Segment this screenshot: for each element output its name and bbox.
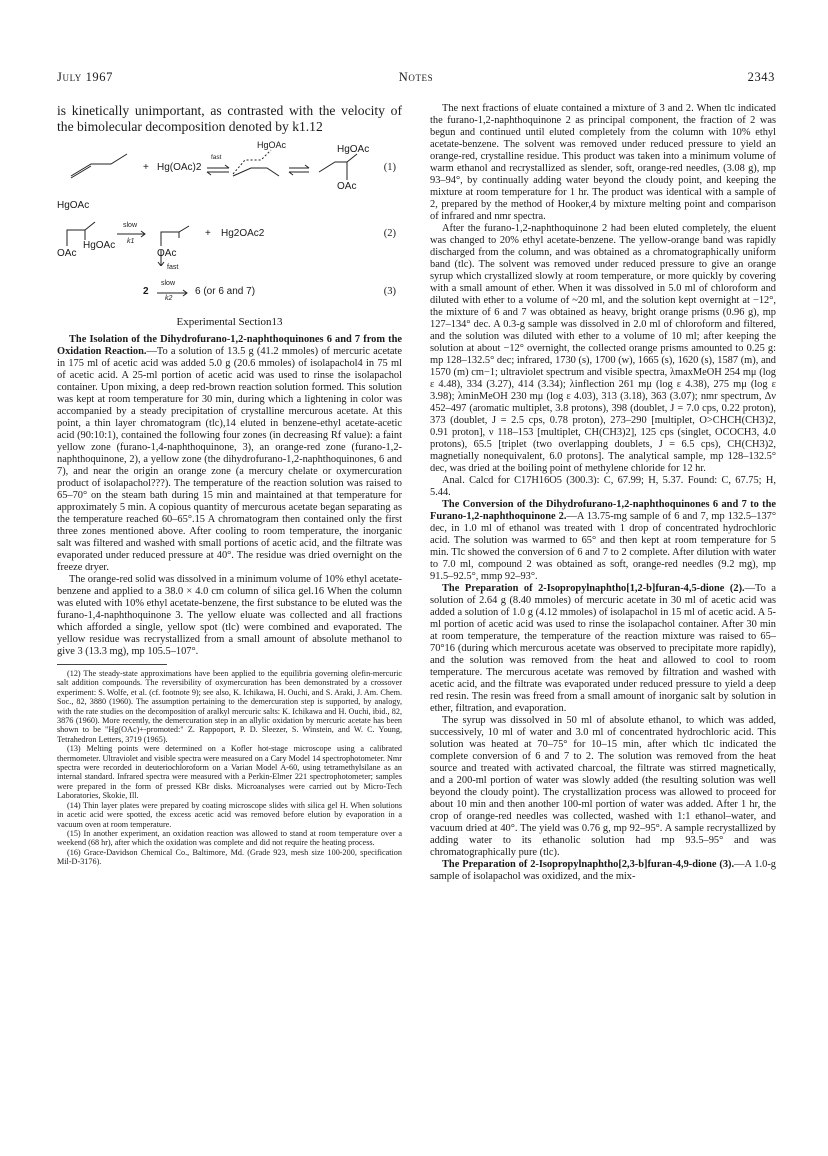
- eq3-k2: k2: [165, 295, 173, 302]
- intro-paragraph: is kinetically unimportant, as contrasted with the velocity of the bimolecular decomposition denoted by k1.12: [57, 103, 402, 134]
- eq2-number: (2): [383, 228, 396, 239]
- eq2-plus: +: [205, 228, 211, 239]
- eq2-k1: k1: [127, 238, 135, 245]
- eq2-hgoac-bottom: HgOAc: [83, 240, 116, 251]
- section-title: Experimental Section13: [176, 316, 283, 328]
- conversion-text: —A 13.75-mg sample of 6 and 7, mp 132.5–137° dec, in 1.0 ml of ethanol was treated with 1 drop of concentrated hydrochloric acid. The solution was warmed to 65° and then kept at room temperature for 5 min. Tlc showed the conversion of 6 and 7 to 2 complete. After dilution with water to 7.0 ml, compound 2 was obtained as soft, orange-red needles (9.2 mg), mp 91.5–92.5°, mmp 92–93°.: [430, 511, 777, 582]
- eq1-number: (1): [383, 162, 396, 173]
- prep-3-runin: The Preparation of 2-Isopropylnaphtho[2,3-b]furan-4,9-dione (3).: [442, 859, 735, 870]
- eq3-right: 6 (or 6 and 7): [195, 286, 256, 297]
- prep-3-text: —A 1.0-g sample of isolapachol was oxidized, and the mix-: [430, 859, 776, 882]
- eq1-reagent: Hg(OAc)2: [157, 162, 202, 173]
- eq3-left: 2: [143, 286, 149, 297]
- footnote-15: (15) In another experiment, an oxidation reaction was allowed to stand at room temperature over a weekend (68 hr), after which the oxidation was complete and did not require the heating process.: [57, 828, 402, 848]
- equation-1: [57, 138, 402, 200]
- right-column: [430, 103, 776, 883]
- eq2-slow: slow: [123, 222, 138, 229]
- header-section: Notes: [398, 70, 434, 84]
- eq2-oac-left: OAc: [57, 248, 77, 259]
- footnotes: [57, 669, 402, 867]
- eq2-oac-right: OAc: [157, 248, 177, 259]
- elution-paragraph: After the furano-1,2-naphthoquinone 2 had been eluted completely, the eluent was changed to 20% ethyl acetate-benzene. The yellow-orange band was rapidly discharged from the column, and was obtained as a chromatographically uniform band (tlc). The solvent was removed under reduced pressure to give an orange syrup which crystallized slowly at room temperature, or more quickly by covering with a small amount of ether. When it was dissolved in 5.0 ml of chloroform and diluted with ether to a volume of ~20 ml, and the solution kept overnight at −12°, the mixture of 6 and 7 was obtained as heavy, bright orange prisms (0.96 g), mp 127–134° dec. A 0.3-g sample was dissolved in 2.0 ml of chloroform and filtered, and the solution was diluted with ether to a volume of 10 ml; after keeping the solution at about −12° overnight, the collected orange prisms amounted to 0.25 g: mp 128–132.5° dec; infrared, 1730 (s), 1700 (w), 1665 (s), 1620 (s), 1587 (m), and 1570 (m) cm−1; ultraviolet spectrum and visible spectra, λmaxMeOH 254 mμ (log ε 4.48), 334 (3.27), 414 (3.34); λinflection 261 mμ (log ε 4.38), 275 mμ (log ε 3.98); λminMeOH 230 mμ (log ε 4.03), 313 (3.18), 363 (3.07); nmr spectrum, Δν 452–497 (aromatic multiplet, 3.8 protons), 398 (doublet, J = 7.0 cps, 0.22 proton), 373 (doublet, J = 2.5 cps, 0.78 proton), 273–290 [multiplet, O>CHCH(CH3)2, 0.91 proton], ν 118–153 [multiplet, CH(CH3)2], 125 cps (singlet, OCOCH3, 4.0 protons), 65.5 [triplet (two overlapping doublets, J = 6.5 cps), CH(CH3)2, magnetially nonequivalent, 6.0 protons]. The analytical sample, mp 128–132.5° dec, was dried at the boiling point of methylene chloride for 12 hr.: [430, 223, 776, 474]
- eq1-plus: +: [143, 162, 149, 173]
- eq1-hgoac-1: HgOAc: [257, 140, 287, 150]
- equation-3: [57, 280, 402, 306]
- eq3-slow: slow: [161, 280, 176, 287]
- fast-label: fast: [167, 264, 179, 271]
- column-paragraph: The orange-red solid was dissolved in a minimum volume of 10% ethyl acetate-benzene and applied to a 38.0 × 4.0 cm column of silica gel.16 When the column was eluted with 10% ethyl acetate-benzene, the first substance to be eluted was the furano-1,4-naphthoquinone 3. The yellow eluate was collected and all fractions which afforded a single, yellow spot (tlc) were combined and evaporated. The yellow residue was recrystallized from a small amount of absolute methanol to give 3 (13.3 mg), mp 105.5–107°.: [57, 574, 402, 657]
- conversion-runin: The Conversion of the Dihydrofurano-1,2-naphthoquinones 6 and 7 to the Furano-1,2-naphthoquinone 2.: [430, 499, 776, 522]
- prep-2-paragraph: [430, 583, 776, 715]
- prep-2-text: —To a solution of 2.64 g (8.40 mmoles) of mercuric acetate in 30 ml of acetic acid was added a solution of 1.0 g (4.12 mmoles) of isolapachol in 15 ml of acetic acid. A 5-ml portion of acetic acid was used to rinse the isolapachol container. After 30 min at room temperature, the temperature of the reaction mixture was raised to 65–70°16 (during which mercurous acetate was observed to precipitate more rapidly), and the solution was removed from the heat and allowed to cool to room temperature. The mercurous acetate was removed by filtration and washed with acetic acid, and the filtrate was evaporated under reduced pressure to yield a deep red resin. The resin was freed from a small amount of inorganic salt by solution in ether, filtration, and evaporation.: [430, 583, 776, 714]
- prep-2-runin: The Preparation of 2-Isopropylnaphtho[1,2-b]furan-4,5-dione (2).: [442, 583, 745, 594]
- footnote-14: (14) Thin layer plates were prepared by coating microscope slides with silica gel H. When solutions in acetic acid were spotted, the excess acetic acid was removed before elution by evaporation in a vacuum oven at room temperature.: [57, 800, 402, 829]
- fast-arrow-label: [57, 266, 402, 280]
- syrup-paragraph: The syrup was dissolved in 50 ml of absolute ethanol, to which was added, successively, 10 ml of water and 3.0 ml of concentrated hydrochloric acid. This solution was heated at 70–75° for 10–15 min, after which tlc indicated the complete conversion of 6 and 7 to 2. The solution was removed from the heat source and treated with activated charcoal, the filtrate was stirred magnetically, and a 200-ml portion of water was slowly added (the resulting solution was well beyond the cloudy point). The crystallization process was allowed to proceed for about 10 min and then another 100-ml portion of water was added. After 1 hr, the crop of orange-red needles was collected, washed with 1:1 ethanol–water, and vacuum dried at 40°. The yield was 0.76 g, mp 92–95°. A sample recrystallized by adding water to its ethanolic solution had mp 93.5–95° and was chromatographically pure (tlc).: [430, 715, 776, 858]
- page-number: 2343: [747, 70, 775, 84]
- prep-3-paragraph: [430, 859, 776, 883]
- fraction-paragraph: The next fractions of eluate contained a mixture of 3 and 2. When tlc indicated the furano-1,2-naphthoquinone 2 as principal component, the fraction of 2 was begun and continued until eluted completely from the column with 10% ethyl acetate-benzene. The solvent was removed under reduced pressure to yield an orange-red, crystalline residue. This product was taken into a minimum volume of warm ethanol and recrystallized as slender, soft, orange-red needles, (3.08 g), mp 93–94°, by continually adding water beyond the cloudy point, and keeping the mixture at room temperature for 1 hr. The product was identical with a sample of 2, prepared by the method of Hooker,4 by mixture melting point and comparison of infrared and nmr spectra.: [430, 103, 776, 222]
- running-head: [57, 70, 775, 88]
- analysis-line: Anal. Calcd for C17H16O5 (300.3): C, 67.99; H, 5.37. Found: C, 67.75; H, 5.44.: [430, 475, 776, 498]
- conversion-paragraph: [430, 499, 776, 583]
- footnote-12: (12) The steady-state approximations have been applied to the equilibria governing olefin-mercuric salt addition compounds. The reversibility of oxymercuration has been demonstrated by a crossover experiment: S. Wolfe, et al. (cf. footnote 9); see also, K. Ichikawa, H. Ouchi, and S. Araki, J. Am. Chem. Soc., 82, 3880 (1960). The assumption pertaining to the demercuration step is supported, by analogy, with the rate studies on the decomposition of aralkyl mercuric salts: K. Ichikawa and H. Ouchi, ibid., 82, 3876 (1960). More recently, the demercuration step in an allylic oxidation by mercuric acetate has been shown to be "Hg(OAc)+-promoted:" Z. Rappoport, P. D. Sleezer, S. Winstein, and W. C. Young, Tetrahedron Letters, 3719 (1965).: [57, 669, 402, 744]
- eq1-oac: OAc: [337, 181, 357, 192]
- eq2-hgoac-top: HgOAc: [57, 200, 90, 211]
- isolation-paragraph: [57, 334, 402, 574]
- footnote-rule: [57, 664, 167, 665]
- footnote-13: (13) Melting points were determined on a Kofler hot-stage microscope using a calibrated thermometer. Ultraviolet and visible spectra were measured on a Cary Model 14 spectrophotometer. Nmr spectra were recorded in deuteriochloroform on a Varian Model A-60, using tetramethylsilane as an internal standard. Infrared spectra were measured with a Perkin-Elmer 221 spectrophotometer; samples were prepared in the form of pressed KBr disks. Microanalyses were carried out by Micro-Tech Laboratories, Skokie, Ill.: [57, 744, 402, 801]
- isolation-runin: The Isolation of the Dihydrofurano-1,2-naphthoquinones 6 and 7 from the Oxidation Reaction.: [57, 334, 402, 357]
- isolation-text: —To a solution of 13.5 g (41.2 mmoles) of mercuric acetate in 175 ml of acetic acid was added 5.0 g (20.6 mmoles) of isolapachol4 in 75 ml of acetic acid. A 25-ml portion of acetic acid was used to rinse the isolapachol container. Upon mixing, a deep red-brown reaction solution formed. This solution was kept at room temperature for 30 min, during which a lightening in color was accompanied by a steady precipitation of crystalline mercurous acetate. At this point, a thin layer chromatogram (tlc),14 eluted in benzene-ethyl acetate-acetic acid (90:10:1), contained the following four zones (in decreasing Rf value): a faint yellow zone (furano-1,4-naphthoquinone, 3), an orange-red zone (furano-1,2-naphthoquinone, 2), a yellow zone (the dihydrofurano-1,2-naphthoquinones, 6 and 7), and near the origin an orange zone (a mercury chelate or oxymercuration product of isolapachol???). The temperature of the reaction solution was raised to 65–70° on the steam bath during 15 min and maintained at that temperature for approximately 5 min. A copious quantity of mercurous acetate began separating as the temperature reached 60–65°.15 A chromatogram then contained only the first three zones mentioned above. After cooling to room temperature, the inorganic salt was filtered and washed with small portions of acetic acid, and the filtrate was evaporated under reduced pressure at 40°. The residue was dried overnight on the freeze dryer.: [57, 346, 402, 573]
- header-date: July 1967: [57, 70, 113, 84]
- footnote-16: (16) Grace-Davidson Chemical Co., Baltimore, Md. (Grade 923, mesh size 100-200, specification Mil-D-3176).: [57, 847, 402, 867]
- eq1-fast: fast: [211, 154, 222, 161]
- eq3-number: (3): [383, 286, 396, 297]
- equation-2: [57, 200, 402, 266]
- left-column: [57, 103, 402, 867]
- eq2-product: Hg2OAc2: [221, 228, 265, 239]
- eq1-hgoac-2: HgOAc: [337, 144, 370, 155]
